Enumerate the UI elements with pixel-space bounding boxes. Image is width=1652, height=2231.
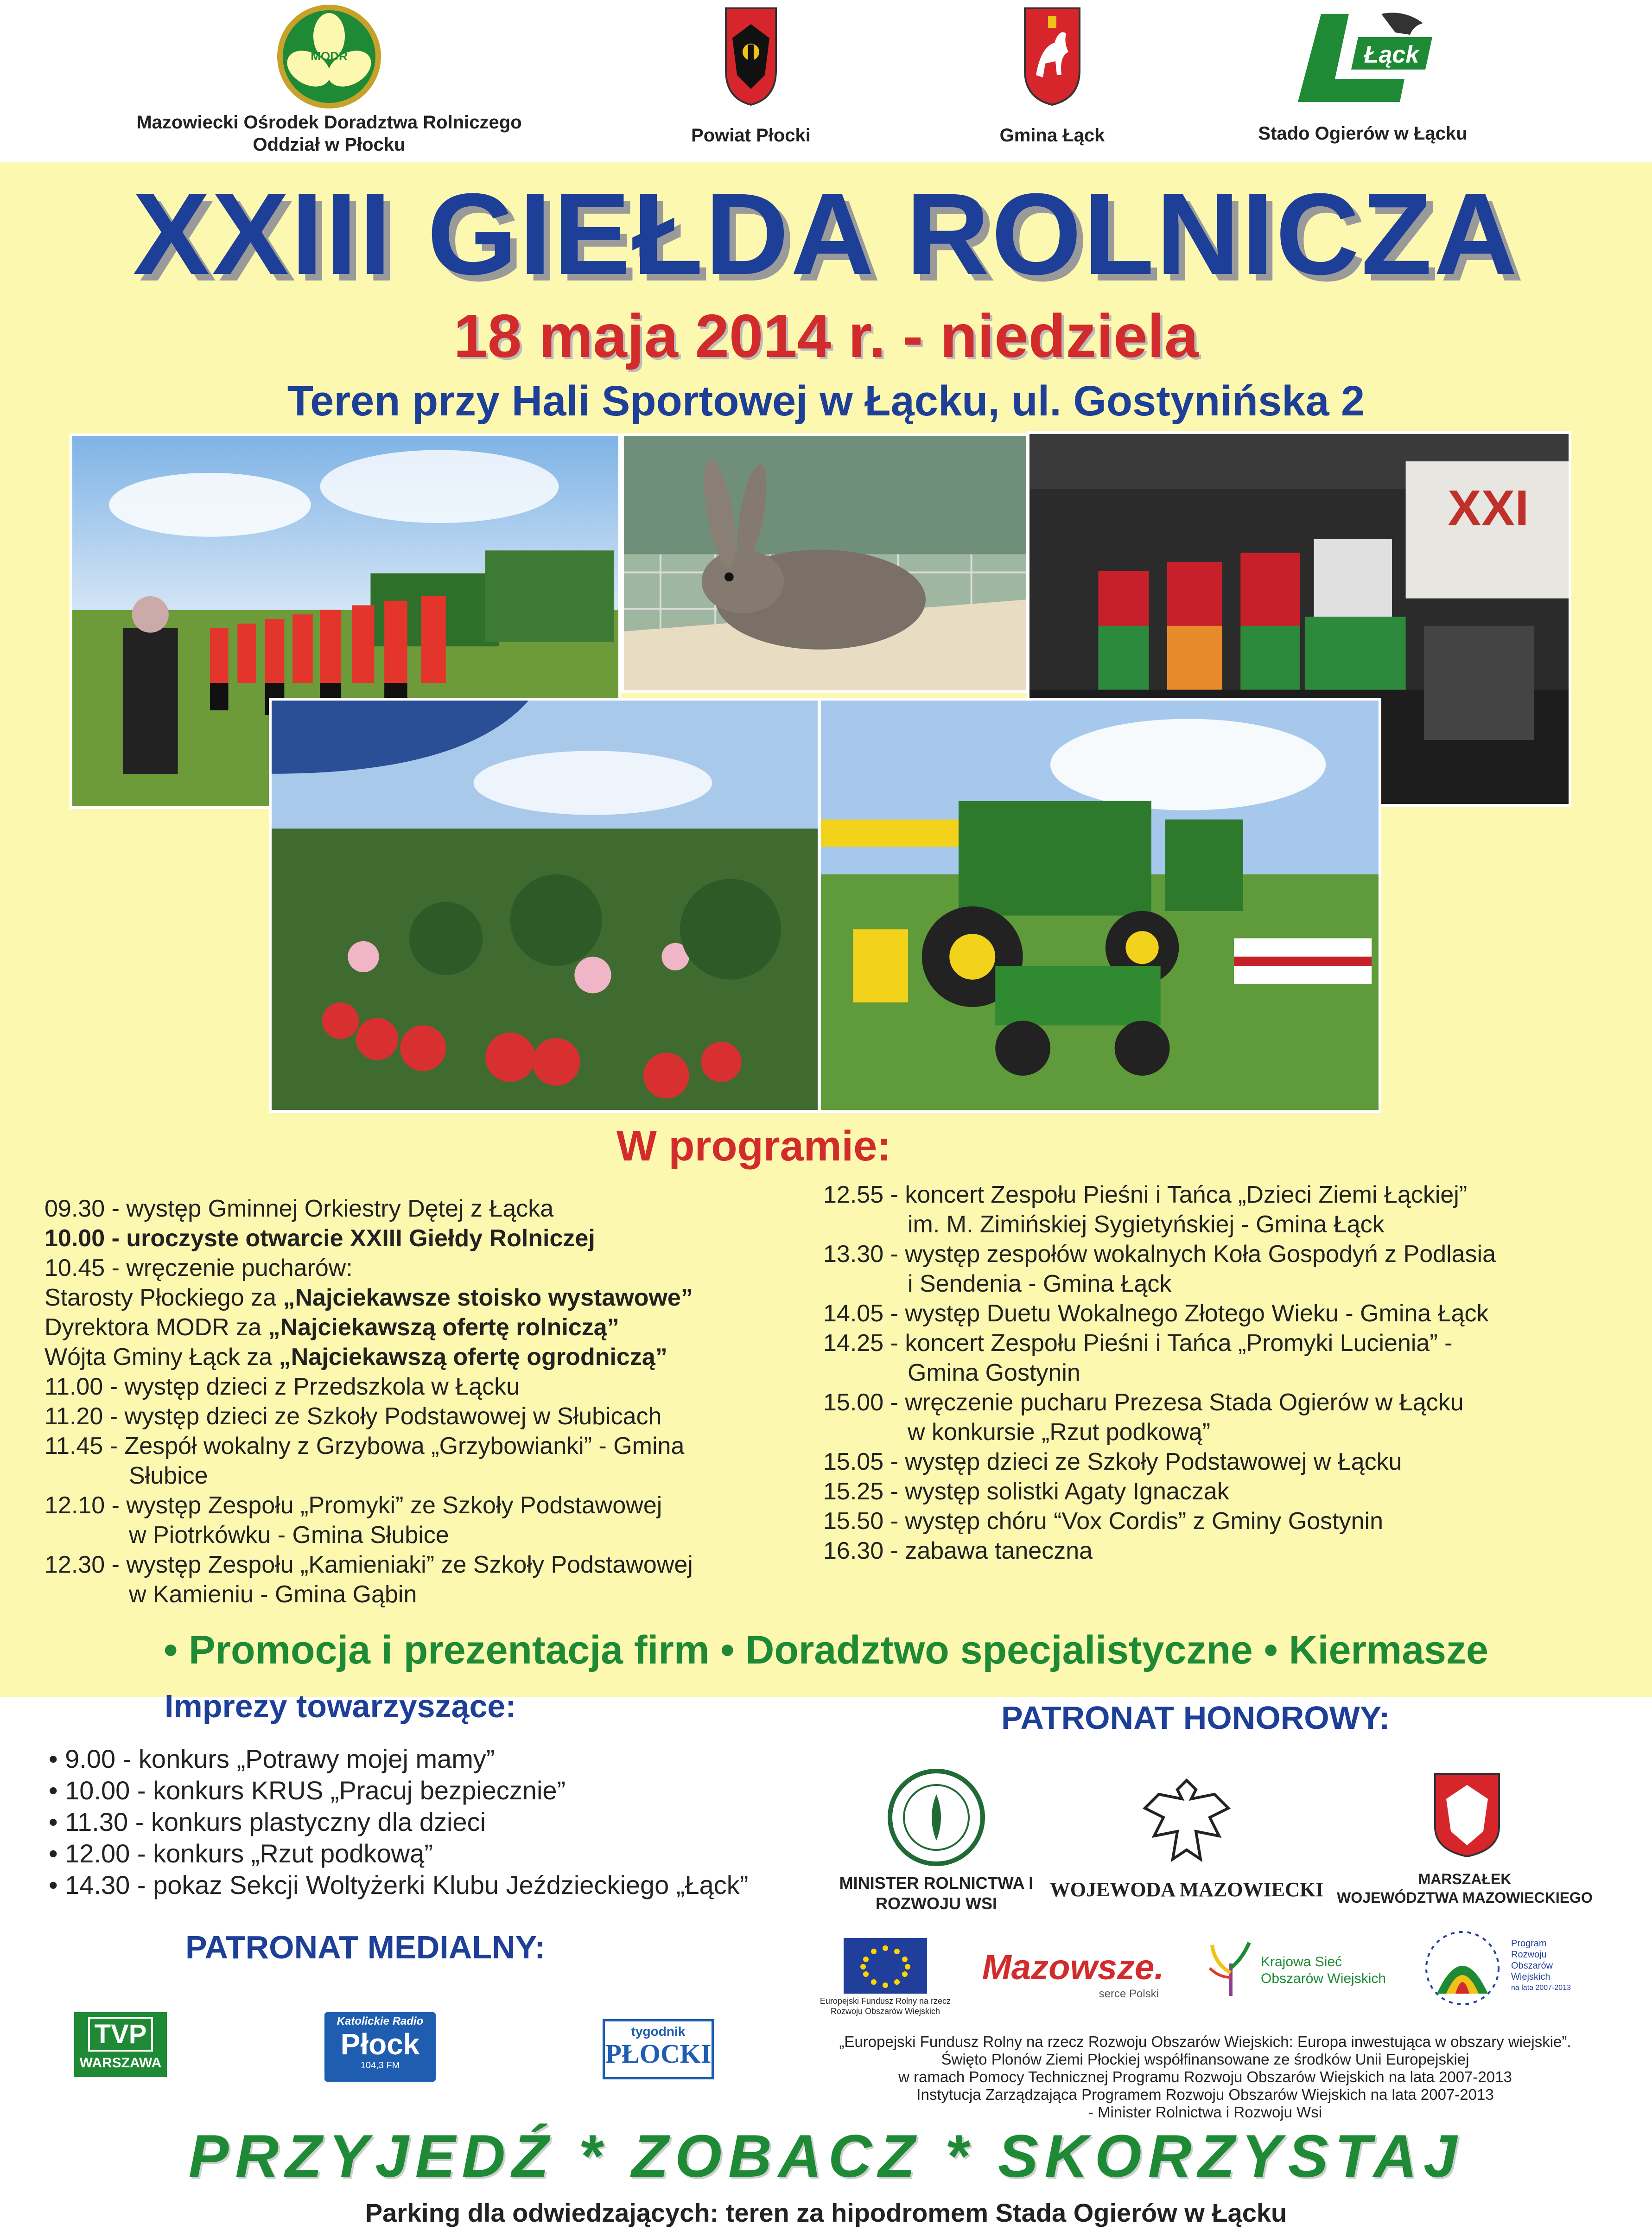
program-item: 12.10 - występ Zespołu „Promyki” ze Szkoły Podstawowej (44, 1492, 662, 1519)
modr-mark-text: MODR (311, 49, 348, 63)
ksow-tree-icon (1205, 1936, 1256, 2001)
mazowieckie-coat-of-arms-icon (1432, 1771, 1502, 1859)
powiat-coat-of-arms-icon (723, 6, 779, 108)
stado-logo-block (1242, 9, 1483, 145)
program-item: 12.55 - koncert Zespołu Pieśni i Tańca „Dzieci Ziemi Łąckiej” (823, 1181, 1468, 1208)
program-item: Dyrektora MODR za „Najciekawszą ofertę rolniczą” (44, 1314, 619, 1341)
tygodnik-logo-name: PŁOCKI (605, 2039, 712, 2069)
radio-logo (324, 2012, 436, 2082)
funding-line: Święto Plonów Ziemi Płockiej współfinansowane ze środków Unii Europejskiej (941, 2051, 1469, 2068)
ministry-seal-icon (885, 1766, 987, 1868)
powiat-caption: Powiat Płocki (691, 125, 811, 146)
program-item: i Sendenia - Gmina Łąck (908, 1270, 1172, 1297)
program-item: 13.30 - występ zespołów wokalnych Koła Gospodyń z Podlasia (823, 1241, 1496, 1268)
program-item: 11.20 - występ dzieci ze Szkoły Podstawowej w Słubicach (44, 1403, 662, 1430)
photo-tractors (818, 698, 1381, 1113)
wojewoda-logo (1136, 1771, 1238, 1873)
ksow-text-1: Krajowa Sieć (1261, 1954, 1342, 1970)
slogan: PRZYJEDŹ * ZOBACZ * SKORZYSTAJ (188, 2122, 1464, 2190)
powiat-logo-block (658, 6, 844, 147)
radio-logo-freq: 104,3 FM (360, 2060, 400, 2071)
prow-text-4: Wiejskich (1511, 1972, 1550, 1982)
funding-line: - Minister Rolnictwa i Rozwoju Wsi (1088, 2104, 1322, 2121)
list-item: • 12.00 - konkurs „Rzut podkową” (49, 1839, 433, 1868)
parking-info: Parking dla odwiedzających: teren za hipodromem Stada Ogierów w Łącku (365, 2198, 1287, 2227)
prow-text-1: Program (1511, 1938, 1547, 1949)
marszalek-label-2: WOJEWÓDZTWA MAZOWIECKIEGO (1337, 1889, 1593, 1906)
stado-mark-text: Łąck (1364, 41, 1419, 68)
program-right-column (823, 1180, 1496, 1566)
program-item: 10.45 - wręczenie pucharów: (44, 1255, 353, 1281)
prow-logo (1418, 1924, 1595, 2012)
tvp-logo (74, 2012, 167, 2077)
honor-heading: PATRONAT HONOROWY: (1001, 1700, 1390, 1736)
gmina-logo-block (959, 6, 1145, 147)
program-item: w konkursie „Rzut podkową” (908, 1419, 1211, 1446)
ksow-logo (1205, 1936, 1400, 2005)
program-item: 09.30 - występ Gminnej Orkiestry Dętej z Łącka (44, 1195, 554, 1222)
program-item: 14.25 - koncert Zespołu Pieśni i Tańca „Promyki Lucienia” - (823, 1330, 1453, 1357)
gmina-caption: Gmina Łąck (999, 125, 1105, 146)
wojewoda-label: WOJEWODA MAZOWIECKI (1049, 1878, 1324, 1901)
list-item: • 10.00 - konkurs KRUS „Pracuj bezpiecznie” (49, 1776, 566, 1805)
program-item: 16.30 - zabawa taneczna (823, 1537, 1093, 1564)
tygodnik-logo-top: tygodnik (631, 2024, 686, 2039)
program-item: 14.05 - występ Duetu Wokalnego Złotego Wieku - Gmina Łąck (823, 1300, 1489, 1327)
list-item: • 9.00 - konkurs „Potrawy mojej mamy” (49, 1744, 495, 1773)
program-item: Starosty Płockiego za „Najciekawsze stoisko wystawowe” (44, 1284, 693, 1311)
ksow-text-2: Obszarów Wiejskich (1261, 1971, 1386, 1986)
program-item: 15.25 - występ solistki Agaty Ignaczak (823, 1478, 1229, 1505)
event-title: XXIII GIEŁDA ROLNICZA (133, 169, 1519, 299)
program-item: w Kamieniu - Gmina Gąbin (129, 1581, 417, 1608)
marszalek-label-1: MARSZAŁEK (1418, 1871, 1512, 1887)
event-date: 18 maja 2014 r. - niedziela (453, 302, 1199, 370)
media-heading: PATRONAT MEDIALNY: (185, 1929, 546, 1965)
tygodnik-logo (603, 2019, 714, 2079)
eu-flag (844, 1938, 927, 1994)
modr-caption-2: Oddział w Płocku (253, 134, 406, 155)
program-item: Wójta Gminy Łąck za „Najciekawszą ofertę ogrodniczą” (44, 1344, 667, 1370)
list-item: • 14.30 - pokaz Sekcji Woltyżerki Klubu Jeździeckiego „Łąck” (49, 1870, 749, 1900)
funding-line: Instytucja Zarządzająca Programem Rozwoju Obszarów Wiejskich na lata 2007-2013 (916, 2086, 1494, 2103)
prow-text-5: na lata 2007-2013 (1511, 1984, 1571, 1992)
svg-text:XXI: XXI (1448, 480, 1529, 536)
program-item: 11.00 - występ dzieci z Przedszkola w Łącku (44, 1373, 520, 1400)
gmina-coat-of-arms-icon (1022, 6, 1082, 108)
polish-eagle-icon (1136, 1771, 1238, 1873)
stado-horse-logo-icon (1289, 9, 1437, 107)
modr-logo-block (83, 0, 575, 156)
prow-star-icon (1418, 1924, 1506, 2012)
mazowsze-logo (973, 1947, 1173, 2001)
program-item: 15.00 - wręczenie pucharu Prezesa Stada Ogierów w Łącku (823, 1389, 1464, 1416)
program-left-column (44, 1194, 693, 1609)
side-events-heading: Imprezy towarzyszące: (165, 1688, 516, 1724)
prow-text-2: Rozwoju (1511, 1950, 1547, 1960)
radio-logo-name: Płock (340, 2027, 420, 2061)
program-heading: W programie: (616, 1122, 891, 1170)
minister-label: MINISTER ROLNICTWA I ROZWOJU WSI (839, 1874, 1034, 1913)
program-item: 11.45 - Zespół wokalny z Grzybowa „Grzybowianki” - Gmina (44, 1433, 685, 1460)
stado-caption: Stado Ogierów w Łącku (1258, 123, 1468, 144)
prow-text-3: Obszarów (1511, 1961, 1553, 1971)
modr-logo-icon (269, 0, 389, 111)
program-item: Gmina Gostynin (908, 1359, 1080, 1386)
modr-caption-1: Mazowiecki Ośrodek Doradztwa Rolniczego (136, 112, 522, 133)
program-item: 15.05 - występ dzieci ze Szkoły Podstawowej w Łącku (823, 1448, 1402, 1475)
event-location: Teren przy Hali Sportowej w Łącku, ul. Gostynińska 2 (287, 377, 1365, 425)
minister-logo (885, 1766, 997, 1868)
list-item: • 11.30 - konkurs plastyczny dla dzieci (49, 1807, 486, 1836)
program-item: 10.00 - uroczyste otwarcie XXIII Giełdy Rolniczej (44, 1225, 595, 1252)
marszalek-logo (1432, 1771, 1502, 1864)
mazowsze-logo-sub: serce Polski (1099, 1988, 1159, 2000)
program-item: 12.30 - występ Zespołu „Kamieniaki” ze Szkoły Podstawowej (44, 1551, 693, 1578)
radio-logo-top: Katolickie Radio (337, 2015, 424, 2027)
side-events-list (49, 1743, 748, 1901)
funding-text (811, 2033, 1599, 2121)
funding-line: w ramach Pomocy Technicznej Programu Rozwoju Obszarów Wiejskich na lata 2007-2013 (898, 2068, 1512, 2085)
promo-line: • Promocja i prezentacja firm • Doradztwo specjalistyczne • Kiermasze (164, 1628, 1488, 1672)
tvp-logo-top: TVP (88, 2017, 153, 2052)
eu-stars-icon (844, 1938, 927, 1994)
program-item: im. M. Zimińskiej Sygietyńskiej - Gmina Łąck (908, 1211, 1385, 1238)
photo-rabbit (621, 433, 1029, 693)
program-item: Słubice (129, 1462, 208, 1489)
funding-line: „Europejski Fundusz Rolny na rzecz Rozwoju Obszarów Wiejskich: Europa inwestująca w obszary wiejskie”. (839, 2033, 1571, 2050)
photo-flower-stalls (269, 698, 820, 1113)
eu-caption: Europejski Fundusz Rolny na rzecz Rozwoju Obszarów Wiejskich (820, 1996, 951, 2016)
tvp-logo-bottom: WARSZAWA (79, 2055, 162, 2071)
mazowsze-logo-text: Mazowsze. (982, 1948, 1164, 1987)
program-item: 15.50 - występ chóru “Vox Cordis” z Gminy Gostynin (823, 1508, 1384, 1535)
program-item: w Piotrkówku - Gmina Słubice (129, 1522, 449, 1549)
